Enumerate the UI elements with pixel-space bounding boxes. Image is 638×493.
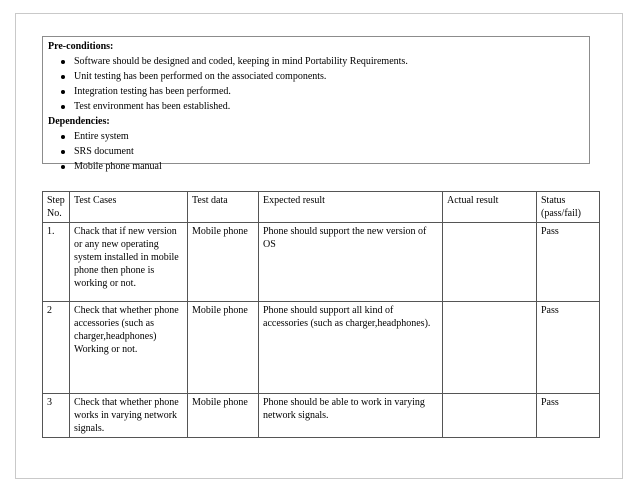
bullet-icon bbox=[61, 90, 65, 94]
table-row bbox=[43, 302, 600, 394]
cell-expected: Phone should support the new version of OS bbox=[259, 223, 443, 302]
dependencies-list bbox=[48, 129, 584, 174]
list-item-text: Integration testing has been performed. bbox=[74, 86, 231, 97]
preconditions-list bbox=[48, 54, 584, 114]
test-case-table bbox=[42, 191, 600, 438]
bullet-icon bbox=[61, 60, 65, 64]
list-item-text: SRS document bbox=[74, 146, 134, 157]
header-test-data: Test data bbox=[188, 192, 259, 223]
cell-actual bbox=[443, 223, 537, 302]
cell-status: Pass bbox=[537, 302, 600, 394]
cell-step: 1. bbox=[43, 223, 70, 302]
cell-test-data: Mobile phone bbox=[188, 223, 259, 302]
cell-actual bbox=[443, 394, 537, 438]
cell-actual bbox=[443, 302, 537, 394]
bullet-icon bbox=[61, 150, 65, 154]
table-header-row bbox=[43, 192, 600, 223]
preconditions-heading: Pre-conditions: bbox=[48, 41, 114, 52]
bullet-icon bbox=[61, 165, 65, 169]
header-test-cases: Test Cases bbox=[70, 192, 188, 223]
cell-status: Pass bbox=[537, 394, 600, 438]
cell-expected: Phone should support all kind of accessories (such as charger,headphones). bbox=[259, 302, 443, 394]
cell-test-data: Mobile phone bbox=[188, 302, 259, 394]
cell-status: Pass bbox=[537, 223, 600, 302]
cell-test-data: Mobile phone bbox=[188, 394, 259, 438]
cell-test-case: Check that whether phone works in varying network signals. bbox=[70, 394, 188, 438]
list-item bbox=[74, 129, 584, 144]
header-status: Status (pass/fail) bbox=[537, 192, 600, 223]
list-item bbox=[74, 69, 584, 84]
cell-step: 3 bbox=[43, 394, 70, 438]
header-expected-result: Expected result bbox=[259, 192, 443, 223]
list-item-text: Software should be designed and coded, keeping in mind Portability Requirements. bbox=[74, 56, 408, 67]
cell-expected: Phone should be able to work in varying network signals. bbox=[259, 394, 443, 438]
bullet-icon bbox=[61, 135, 65, 139]
table-row bbox=[43, 223, 600, 302]
cell-step: 2 bbox=[43, 302, 70, 394]
list-item bbox=[74, 54, 584, 69]
table-row bbox=[43, 394, 600, 438]
list-item-text: Entire system bbox=[74, 131, 129, 142]
list-item bbox=[74, 144, 584, 159]
list-item bbox=[74, 84, 584, 99]
list-item bbox=[74, 99, 584, 114]
list-item-text: Unit testing has been performed on the associated components. bbox=[74, 71, 327, 82]
dependencies-heading: Dependencies: bbox=[48, 116, 110, 127]
cell-test-case: Chack that if new version or any new operating system installed in mobile phone then phone is working or not. bbox=[70, 223, 188, 302]
cell-test-case: Check that whether phone accessories (such as charger,headphones) Working or not. bbox=[70, 302, 188, 394]
bullet-icon bbox=[61, 75, 65, 79]
list-item bbox=[74, 159, 584, 174]
header-actual-result: Actual result bbox=[443, 192, 537, 223]
bullet-icon bbox=[61, 105, 65, 109]
list-item-text: Mobile phone manual bbox=[74, 161, 162, 172]
header-step: Step No. bbox=[43, 192, 70, 223]
list-item-text: Test environment has been established. bbox=[74, 101, 231, 112]
preconditions-box bbox=[42, 36, 590, 172]
